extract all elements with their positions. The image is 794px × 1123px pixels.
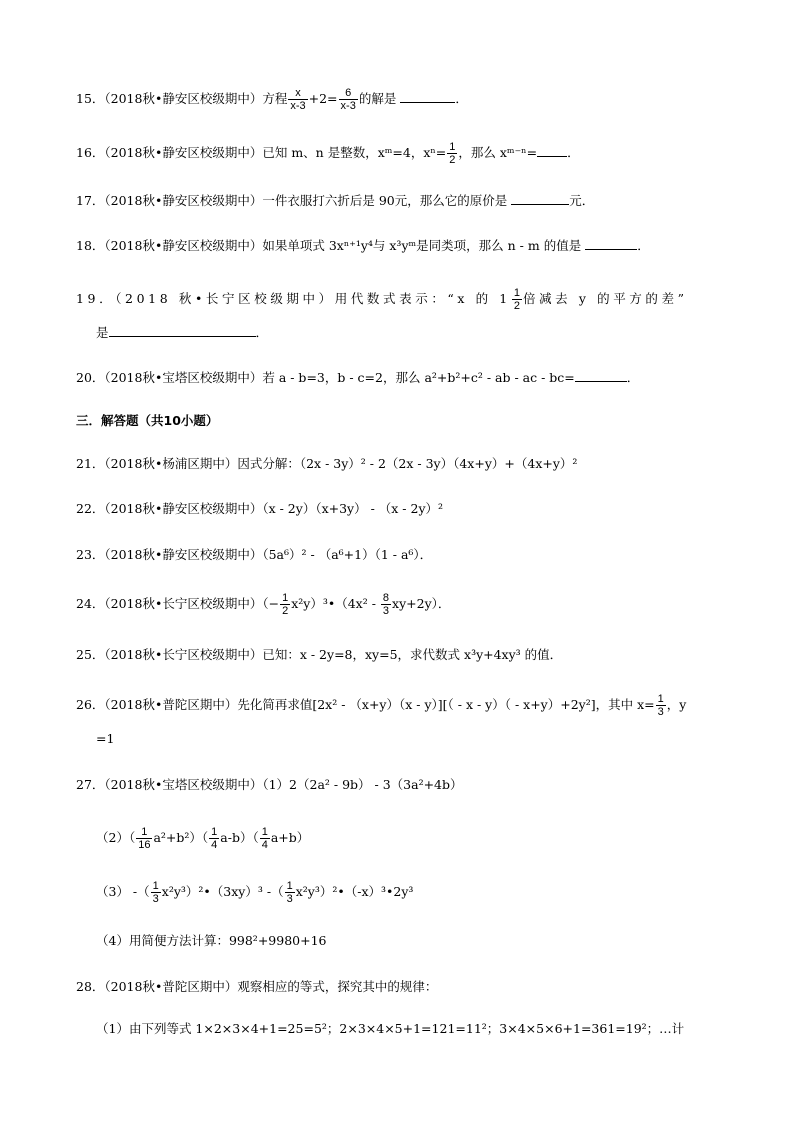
answer-blank — [537, 144, 567, 157]
q15-fraction-1: $\frac{x}{x-3}$ — [290, 87, 306, 112]
question-27: 27．（2018秋•宝塔区校级期中）（1）2（2a² - 9b） - 3（3a²+4b） — [76, 777, 463, 792]
answer-blank — [511, 192, 569, 205]
q27-p2-fraction-3: $\frac{1}{4}$ — [261, 826, 268, 851]
answer-blank — [585, 237, 637, 250]
question-20: 20．（2018秋•宝塔区校级期中）若 a - b=3，b - c=2，那么 a²+b²+c² - ab - ac - bc= ． — [76, 370, 640, 385]
question-26: 26．（2018秋•普陀区期中）先化简再求值[2x² - （x+y）（x - y）][（ - x - y）（ - x+y）+2y²]，其中 x= $\frac{1}{3}$ ，y — [76, 693, 687, 718]
q24-fraction-1: $\frac{1}{2}$ — [282, 592, 289, 617]
question-27-part-4: （4）用简便方法计算：998²+9980+16 — [96, 933, 327, 948]
q19-fraction: $\frac{1}{2}$ — [513, 287, 520, 312]
question-19-line-2: 是 ． — [96, 325, 269, 340]
q27-p3-fraction-1: $\frac{1}{3}$ — [152, 880, 159, 905]
q15-fraction-2: $\frac{6}{x-3}$ — [340, 87, 356, 112]
question-19: 19．（2018 秋•长宁区校级期中）用代数式表示：“x 的 1 $\frac{1}{2}$ 倍减去 y 的平方的差” — [76, 287, 688, 312]
q27-p2-fraction-2: $\frac{1}{4}$ — [211, 826, 218, 851]
question-16: 16．（2018秋•静安区校级期中）已知 m、n 是整数，xᵐ=4，xⁿ= $\frac{1}{2}$ ，那么 xᵐ⁻ⁿ= ． — [76, 141, 580, 166]
answer-blank — [575, 369, 627, 382]
q27-p3-fraction-2: $\frac{1}{3}$ — [286, 880, 293, 905]
q15-text: 15．（2018秋•静安区校级期中）方程 — [76, 91, 288, 106]
q26-fraction: $\frac{1}{3}$ — [657, 693, 664, 718]
question-18: 18．（2018秋•静安区校级期中）如果单项式 3xⁿ⁺¹y⁴与 x³yᵐ是同类项，那么 n - m 的值是 ． — [76, 238, 650, 253]
question-26-line-2: =1 — [96, 731, 115, 746]
question-22: 22．（2018秋•静安区校级期中）（x - 2y）（x+3y） - （x - 2y）² — [76, 501, 444, 516]
q16-fraction: $\frac{1}{2}$ — [449, 141, 456, 166]
section-heading: 三．解答题（共10小题） — [76, 413, 219, 428]
answer-blank — [109, 324, 256, 337]
q24-fraction-2: $\frac{8}{3}$ — [382, 592, 390, 617]
question-28: 28．（2018秋•普陀区期中）观察相应的等式，探究其中的规律： — [76, 979, 438, 994]
question-17: 17．（2018秋•静安区校级期中）一件衣服打六折后是 90元，那么它的原价是 元． — [76, 193, 595, 208]
question-27-part-3: （3） -（ $\frac{1}{3}$ x²y³）²•（3xy）³ -（ $\frac{1}{3}$ x²y³）²•（-x）³•2y³ — [96, 880, 414, 905]
q27-p2-fraction-1: $\frac{1}{16}$ — [138, 826, 151, 851]
question-27-part-2: （2）（ $\frac{1}{16}$ a²+b²）（ $\frac{1}{4}$ a-b）（ $\frac{1}{4}$ a+b） — [96, 826, 310, 851]
question-21: 21．（2018秋•杨浦区期中）因式分解：（2x - 3y）² - 2（2x - 3y）（4x+y）+（4x+y）² — [76, 456, 578, 471]
question-25: 25．（2018秋•长宁区校级期中）已知：x - 2y=8，xy=5，求代数式 x³y+4xy³ 的值． — [76, 647, 563, 662]
question-15: 15．（2018秋•静安区校级期中）方程 $\frac{x}{x-3}$ +2= $\frac{6}{x-3}$ 的解是 ． — [76, 87, 468, 112]
question-23: 23．（2018秋•静安区校级期中）（5a⁶）² - （a⁶+1）（1 - a⁶）． — [76, 547, 433, 562]
answer-blank — [400, 90, 455, 103]
question-28-part-1: （1）由下列等式 1×2×3×4+1=25=5²；2×3×4×5+1=121=11²；3×4×5×6+1=361=19²；…计 — [96, 1021, 685, 1036]
question-24: 24．（2018秋•长宁区校级期中）（− $\frac{1}{2}$ x²y）³•（4x² - $\frac{8}{3}$ xy+2y）． — [76, 592, 451, 617]
